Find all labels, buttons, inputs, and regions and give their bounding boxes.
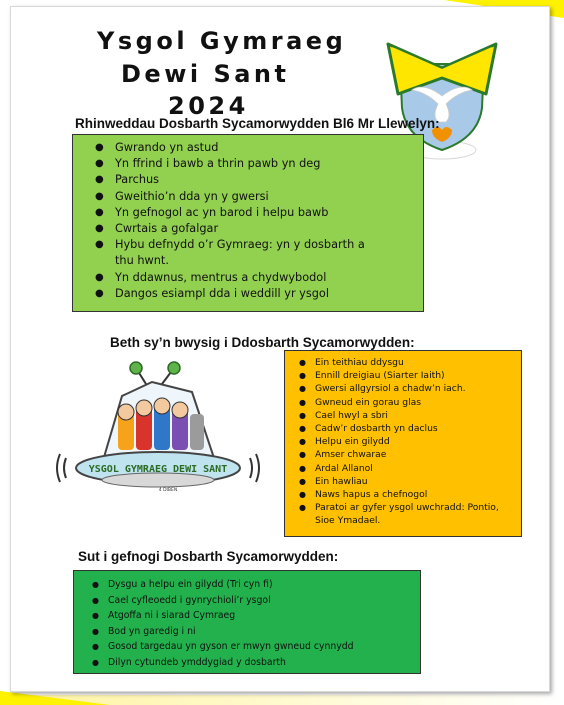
list-item: ● Paratoi ar gyfer ysgol uwchradd: Pontio, xyxy=(299,502,499,514)
bullet-icon: ● xyxy=(299,358,306,367)
list-item: ● Gwneud ein gorau glas xyxy=(299,396,422,408)
list-item: ● Helpu ein gilydd xyxy=(299,436,390,448)
list-item: ● Cael hwyl a sbri xyxy=(299,409,388,421)
list-item: ● Gwersi allgyrsiol a chadw’n iach. xyxy=(299,383,466,395)
bullet-icon: ● xyxy=(95,223,104,235)
bullet-icon: ● xyxy=(299,371,306,381)
bullet-icon: ● xyxy=(92,580,99,589)
bullet-icon: ● xyxy=(95,190,104,202)
bullet-icon: ● xyxy=(92,657,99,667)
bullet-icon: ● xyxy=(299,463,306,473)
list-item: ● Ein hawliau xyxy=(299,475,368,487)
ufo-sub-text: 4 DIBEN xyxy=(158,488,178,493)
bullet-icon: ● xyxy=(299,450,306,460)
title-school-line1: Ysgol Gymraeg xyxy=(97,27,347,55)
bullet-icon: ● xyxy=(299,397,306,407)
list-item: ● Yn ffrind i bawb a thrin pawb yn deg xyxy=(95,156,423,172)
list-item-continuation: Sioe Ymadael. xyxy=(315,515,381,527)
list-item: ● Cael cyfleoedd i gynrychioli’r ysgol xyxy=(92,593,420,609)
list-item: ● Dangos esiampl dda i weddill yr ysgol xyxy=(95,286,423,302)
list-item: ● Gwrando yn astud xyxy=(95,140,423,156)
list-item: ● Ardal Allanol xyxy=(299,462,373,474)
important-heading: Beth sy’n bwysig i Ddosbarth Sycamorwydden: xyxy=(110,335,415,350)
list-item: ● Amser chwarae xyxy=(299,449,387,461)
list-item: ● Bod yn garedig i ni xyxy=(92,624,420,640)
ufo-logo xyxy=(52,360,264,508)
list-item: ● Cadw’r dosbarth yn daclus xyxy=(299,423,438,435)
list-item: ● Naws hapus a chefnogol xyxy=(299,489,428,501)
bullet-icon: ● xyxy=(95,158,104,170)
bullet-icon: ● xyxy=(299,424,306,434)
list-item: ● Dilyn cytundeb ymddygiad y dosbarth xyxy=(92,655,420,671)
bullet-icon: ● xyxy=(95,271,104,283)
antenna-left-icon xyxy=(130,362,142,374)
list-item: ● Gweithio’n dda yn y gwersi xyxy=(95,189,423,205)
list-item: ● Parchus xyxy=(95,172,423,188)
antenna-right-icon xyxy=(168,362,180,374)
support-box xyxy=(73,570,421,674)
title-school-line2: Dewi Sant xyxy=(121,60,290,88)
important-box xyxy=(284,350,522,537)
bullet-icon: ● xyxy=(92,642,99,652)
bullet-icon: ● xyxy=(95,206,104,218)
bullet-icon: ● xyxy=(299,384,306,394)
list-item: ● Gosod targedau yn gyson er mwyn gwneud cynnydd xyxy=(92,639,420,655)
list-item: ● Ein teithiau ddysgu xyxy=(299,357,404,368)
values-heading: Rhinweddau Dosbarth Sycamorwydden Bl6 Mr Llewelyn: xyxy=(75,116,440,131)
list-item: ● Ennill dreigiau (Siarter Iaith) xyxy=(299,370,445,382)
ufo-banner-text: YSGOL GYMRAEG DEWI SANT xyxy=(88,464,228,475)
yellow-corner-bottom xyxy=(0,691,110,705)
bullet-icon: ● xyxy=(299,410,306,420)
list-item: ● Yn gefnogol ac yn barod i helpu bawb xyxy=(95,205,423,221)
list-item: ● Dysgu a helpu ein gilydd (Tri cyn fi) xyxy=(92,577,420,593)
title-year: 2024 xyxy=(168,92,249,120)
list-item: ● Yn ddawnus, mentrus a chydwybodol xyxy=(95,270,423,286)
bullet-icon: ● xyxy=(299,437,306,447)
bullet-icon: ● xyxy=(92,626,99,636)
robot-figure-icon xyxy=(190,414,204,450)
list-item: ● Cwrtais a gofalgar xyxy=(95,221,423,237)
bullet-icon: ● xyxy=(95,174,104,186)
bullet-icon: ● xyxy=(299,476,306,486)
list-item: ● Hybu defnydd o’r Gymraeg: yn y dosbarth a xyxy=(95,237,423,253)
bullet-icon: ● xyxy=(95,287,104,299)
bullet-icon: ● xyxy=(299,490,306,500)
list-item: ● Atgoffa ni i siarad Cymraeg xyxy=(92,608,420,624)
bullet-icon: ● xyxy=(299,503,306,513)
bullet-icon: ● xyxy=(95,239,104,251)
list-item-continuation: thu hwnt. xyxy=(115,254,169,268)
support-heading: Sut i gefnogi Dosbarth Sycamorwydden: xyxy=(78,549,339,564)
bullet-icon: ● xyxy=(95,142,104,153)
bullet-icon: ● xyxy=(92,611,99,621)
values-box xyxy=(72,134,424,312)
bullet-icon: ● xyxy=(92,595,99,605)
